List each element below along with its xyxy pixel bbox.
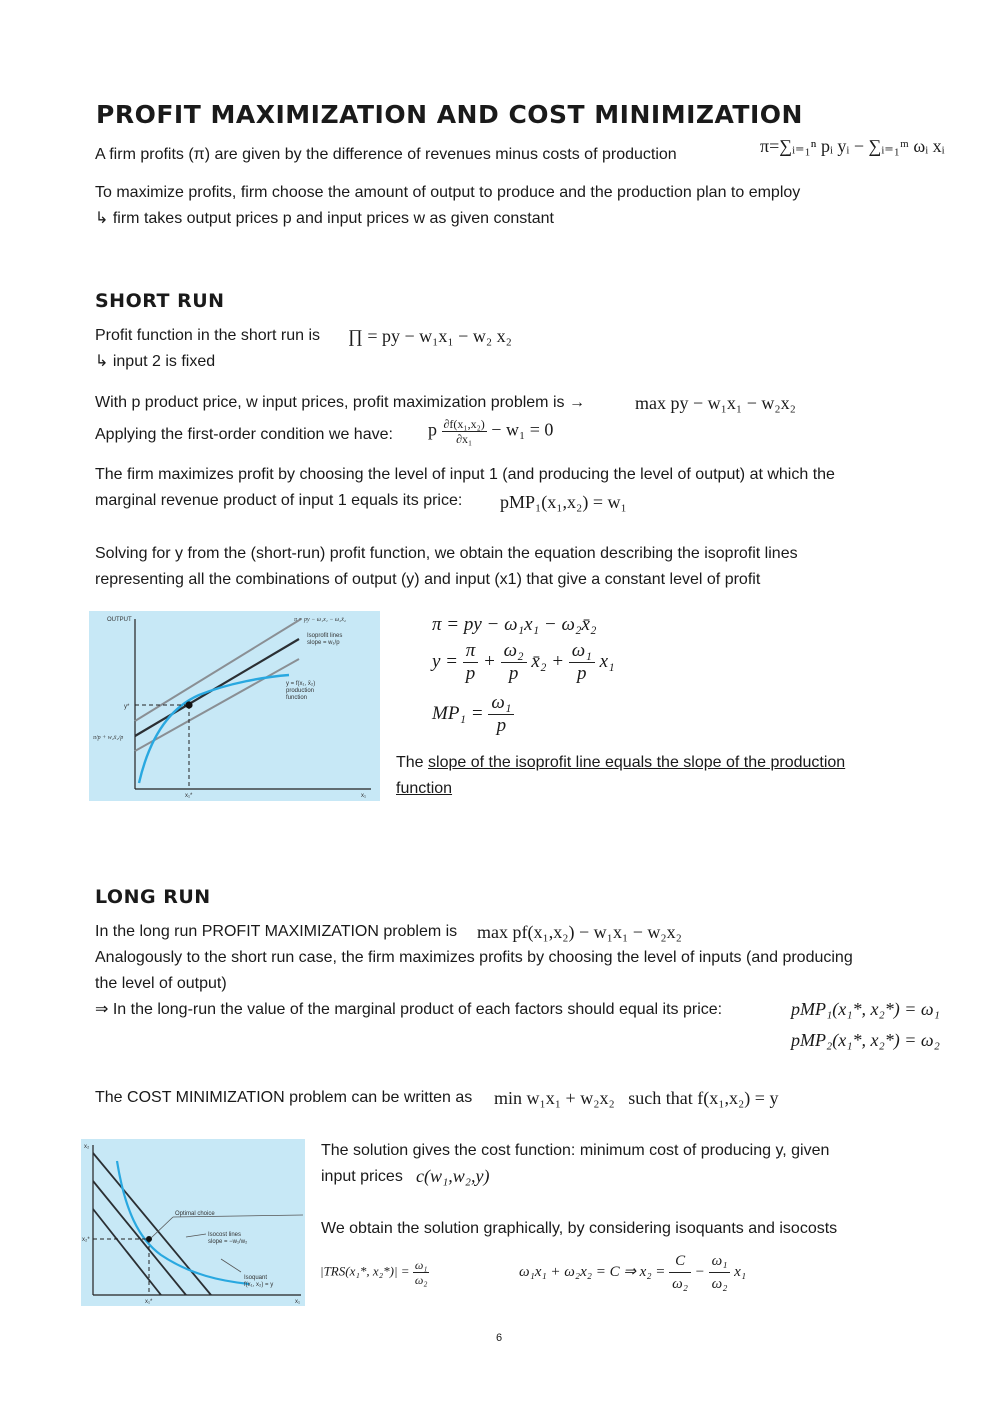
fig2-x-axis-label: x₁ xyxy=(295,1299,301,1305)
cost-objective: min w₁x₁ + w₂x₂ xyxy=(494,1088,615,1108)
fig1-x-star: x₁* xyxy=(185,793,193,799)
mrp-formula: pMP₁(x₁,x₂) = w₁ xyxy=(500,492,627,512)
eq2-f3-num: ω₁ xyxy=(569,640,595,663)
cost-text: The COST MINIMIZATION problem can be written as xyxy=(95,1089,473,1106)
solving-text-2: representing all the combinations of output (y) and input (x1) that give a constant level of profit xyxy=(95,571,761,588)
isocost-f1-den: ω₂ xyxy=(672,1276,688,1292)
fig2-optimal-label: Optimal choice xyxy=(175,1211,215,1217)
fig1-y-axis-label: OUTPUT xyxy=(107,617,132,623)
fig1-prod-label-1: y = f(x₁, x̄₂) xyxy=(286,681,316,687)
solution-text-1: The solution gives the cost function: minimum cost of producing y, given xyxy=(321,1142,830,1159)
trs-num: ω₁ xyxy=(414,1258,428,1272)
slope-underlined-2: function xyxy=(396,780,453,797)
fig2-x2-star: x₂* xyxy=(82,1237,90,1243)
isoprofit-line-high xyxy=(135,619,301,721)
eq2-plus: + xyxy=(483,650,496,672)
isoprofit-eq-1: π = py − ω₁x₁ − ω₂x̄₂ xyxy=(432,614,597,635)
fig2-isocost-label-1: Isocost lines xyxy=(208,1232,242,1238)
fig1-y-star: y* xyxy=(124,704,130,710)
isocost-f2-den: ω₂ xyxy=(711,1276,728,1292)
eq2-f1-num: π xyxy=(463,640,479,663)
isoprofit-chart xyxy=(89,611,380,801)
foc-formula xyxy=(428,417,553,446)
production-curve xyxy=(139,675,289,783)
profit-fn-formula: ∏ = py − w₁x₁ − w₂ x₂ xyxy=(348,326,512,346)
isocost-f1-num: C xyxy=(669,1250,691,1273)
fixed-input-text: ↳ input 2 is fixed xyxy=(95,353,216,370)
eq2-mid: x̄₂ + xyxy=(531,650,565,672)
fig2-y-axis-label: x₂ xyxy=(84,1144,90,1150)
cost-function-formula: c(w₁,w₂,y) xyxy=(416,1166,490,1186)
isocost-f2-num: ω₁ xyxy=(709,1250,731,1273)
fig1-intercept-label: π/p + w₂x̄₂/p xyxy=(93,735,124,741)
cost-formula xyxy=(494,1088,778,1109)
eq3-den: p xyxy=(496,715,507,736)
fig1-prod-label-3: function xyxy=(286,695,308,701)
isoprofit-figure xyxy=(89,611,380,801)
fig1-top-label: π = py − ω₁x₁ − ω₂x̄₂ xyxy=(294,617,346,623)
eq3-num: ω₁ xyxy=(488,692,514,715)
isocost-formula xyxy=(519,1250,746,1295)
sr-problem-formula: max py − w₁x₁ − w₂x₂ xyxy=(635,393,796,413)
foc-num: ∂f(x₁,x₂) xyxy=(443,417,485,431)
eq2-f2-num: ω₂ xyxy=(501,640,527,663)
eq2-frac-3 xyxy=(569,640,595,685)
foc-p: p xyxy=(428,419,437,440)
foc-fraction xyxy=(442,417,487,446)
trs-den: ω₂ xyxy=(414,1273,428,1287)
eq2-lhs: y = xyxy=(432,650,459,672)
fig1-x-axis-label: x₁ xyxy=(361,793,367,799)
optimal-point xyxy=(146,1236,152,1242)
fig1-isoprofit-label-2: slope = w₁/p xyxy=(307,640,340,646)
isocost-lhs: ω₁x₁ + ω₂x₂ = C ⇒ x₂ = xyxy=(519,1263,666,1280)
foc-den: ∂x₁ xyxy=(456,432,473,446)
isocost-line-2 xyxy=(93,1181,186,1295)
isocost-line-1 xyxy=(93,1153,211,1295)
profit-fn-text: Profit function in the short run is xyxy=(95,327,320,344)
eq2-end: x₁ xyxy=(599,650,615,672)
fig1-prod-label-2: production xyxy=(286,688,315,694)
isocost-frac-1 xyxy=(669,1250,691,1295)
cost-constraint: f(x₁,x₂) = y xyxy=(697,1088,779,1108)
eq2-frac-2 xyxy=(501,640,527,685)
page-title: PROFIT MAXIMIZATION AND COST MINIMIZATION xyxy=(96,100,803,129)
isoprofit-eq-2 xyxy=(432,640,615,685)
fig1-isoprofit-label-1: Isoprofit lines xyxy=(307,633,343,639)
eq2-frac-1 xyxy=(463,640,479,685)
page-number: 6 xyxy=(496,1332,503,1344)
foc-text: Applying the first-order condition we have: xyxy=(95,426,393,443)
trs-formula xyxy=(320,1258,429,1287)
mp1-formula: pMP₁(x₁*, x₂*) = ω₁ xyxy=(791,999,940,1019)
mp2-formula: pMP₂(x₁*, x₂*) = ω₂ xyxy=(791,1030,940,1050)
isoquant-chart xyxy=(81,1139,305,1306)
prices-text: ↳ firm takes output prices p and input prices w as given constant xyxy=(95,210,554,227)
eq2-f3-den: p xyxy=(577,663,587,684)
isoprofit-eq-3 xyxy=(432,692,514,737)
fig2-isocost-label-2: slope = −w₁/w₂ xyxy=(208,1239,248,1245)
eq2-f1-den: p xyxy=(465,663,476,684)
fig2-x1-star: x₁* xyxy=(145,1299,153,1305)
eq3-frac xyxy=(488,692,514,737)
fig2-isoquant-label-2: f(x₁, x₂) = y xyxy=(244,1282,274,1288)
isocost-pointer xyxy=(186,1234,206,1237)
isocost-minus: − xyxy=(694,1263,705,1280)
slope-prefix: The xyxy=(396,754,429,771)
foc-rest: − w₁ = 0 xyxy=(491,419,554,440)
maximize-text: To maximize profits, firm choose the amount of output to produce and the production plan to employ xyxy=(95,184,801,201)
short-run-heading: SHORT RUN xyxy=(95,290,225,312)
fig2-isoquant-label-1: Isoquant xyxy=(244,1275,268,1281)
longrun-condition-text: ⇒ In the long-run the value of the marginal product of each factors should equal its price: xyxy=(95,1001,723,1018)
isocost-frac-2 xyxy=(709,1250,731,1295)
maximizes-text-2: marginal revenue product of input 1 equals its price: xyxy=(95,492,463,509)
trs-lhs: |TRS(x₁*, x₂*)| = xyxy=(320,1263,410,1279)
isocost-end: x₁ xyxy=(734,1263,747,1280)
solution-text-2: input prices xyxy=(321,1168,403,1185)
eq2-f2-den: p xyxy=(508,663,519,684)
maximizes-text-1: The firm maximizes profit by choosing the level of input 1 (and producing the level of output) at which the xyxy=(95,466,835,483)
sr-problem-text: With p product price, w input prices, profit maximization problem is → xyxy=(95,394,585,411)
isoquant-pointer xyxy=(221,1259,241,1272)
isoquant-figure xyxy=(81,1139,305,1306)
profit-formula: π=∑ᵢ₌₁ⁿ pᵢ yᵢ − ∑ᵢ₌₁ᵐ ωᵢ xᵢ xyxy=(760,136,945,156)
analog-text-2: the level of output) xyxy=(95,975,227,992)
slope-underlined-1: slope of the isoprofit line equals the slope of the production xyxy=(428,754,846,771)
such-that: such that xyxy=(628,1088,693,1108)
profits-definition: A firm profits (π) are given by the difference of revenues minus costs of production xyxy=(95,146,677,163)
slope-text-1 xyxy=(396,750,845,776)
trs-fraction xyxy=(413,1258,430,1287)
lr-problem-text: In the long run PROFIT MAXIMIZATION problem is xyxy=(95,923,458,940)
solving-text-1: Solving for y from the (short-run) profit function, we obtain the equation describing the isoprofit lines xyxy=(95,545,798,562)
long-run-heading: LONG RUN xyxy=(95,886,211,908)
tangency-point xyxy=(185,701,192,708)
analog-text-1: Analogously to the short run case, the firm maximizes profits by choosing the level of inputs (and producing xyxy=(95,949,853,966)
lr-problem-formula: max pf(x₁,x₂) − w₁x₁ − w₂x₂ xyxy=(477,922,682,942)
eq3-lhs: MP₁ = xyxy=(432,702,484,724)
graphical-text: We obtain the solution graphically, by considering isoquants and isocosts xyxy=(321,1220,838,1237)
